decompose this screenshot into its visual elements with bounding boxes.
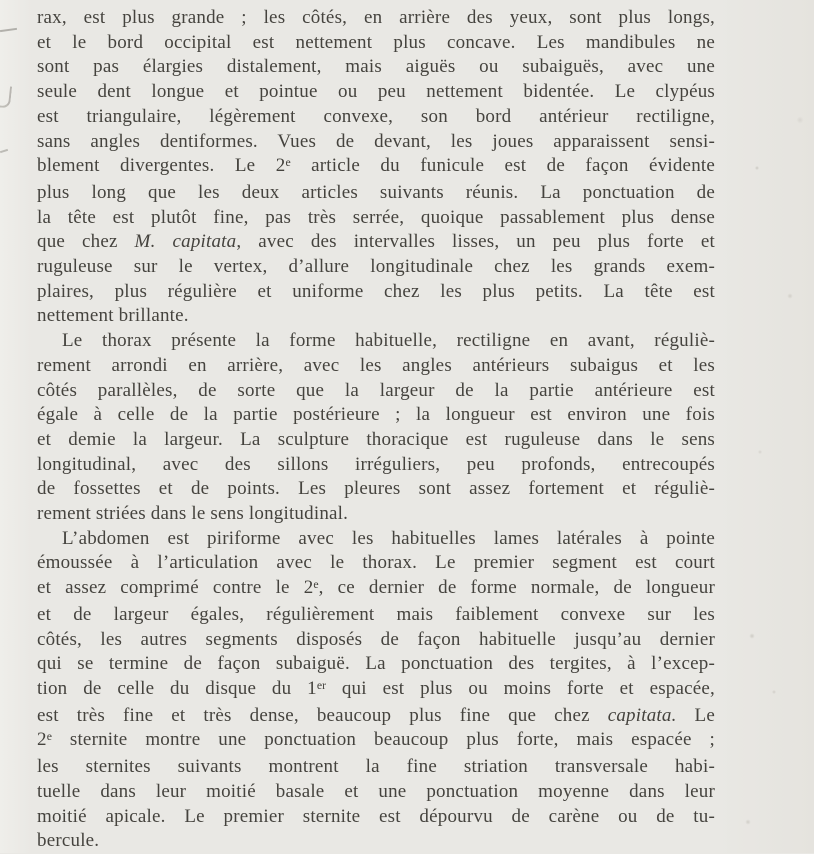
text-run: qui se termine de façon subaiguë. La ponctuation des tergites, à l’excep- xyxy=(37,653,715,675)
text-run: sans angles dentiformes. Vues de devant, les joues apparaissent sensi- xyxy=(37,130,715,152)
text-line xyxy=(37,329,715,354)
paragraph xyxy=(37,527,715,854)
text-line xyxy=(37,181,715,206)
text-run: tion de celle du disque du 1 xyxy=(37,677,317,699)
scan-artifact-dash xyxy=(0,28,17,32)
text-line xyxy=(37,255,715,280)
text-line xyxy=(37,551,715,576)
text-line xyxy=(37,31,715,56)
text-line xyxy=(37,403,715,428)
text-line xyxy=(37,780,715,805)
text-line xyxy=(37,829,715,854)
text-line xyxy=(37,502,715,527)
text-line xyxy=(37,304,715,329)
text-line xyxy=(37,428,715,453)
text-line xyxy=(37,755,715,780)
text-run: de fossettes et de points. Les pleures sont assez fortement et réguliè- xyxy=(37,478,715,500)
text-run: la tête est plutôt fine, pas très serrée, quoique passablement plus dense xyxy=(37,206,715,228)
text-block xyxy=(37,6,715,854)
ordinal-superscript: e xyxy=(285,155,291,169)
text-line xyxy=(37,280,715,305)
text-line xyxy=(37,130,715,155)
text-run: rement arrondi en arrière, avec les angles antérieurs subaigus et les xyxy=(37,354,715,376)
text-run: blement divergentes. Le 2 xyxy=(37,155,286,177)
text-run: égale à celle de la partie postérieure ; la longueur est environ une fois xyxy=(37,404,715,426)
text-run: Le xyxy=(676,704,715,726)
text-line xyxy=(37,6,715,31)
text-run: , avec des intervalles lisses, un peu plus forte et xyxy=(236,231,715,253)
ordinal-superscript: e xyxy=(46,730,52,744)
text-line xyxy=(37,379,715,404)
text-run: qui est plus ou moins forte et espacée, xyxy=(326,677,715,699)
text-run: et de largeur égales, régulièrement mais faiblement convexe sur les xyxy=(37,603,715,625)
paragraph xyxy=(37,329,715,527)
text-run: est triangulaire, légèrement convexe, son bord antérieur rectiligne, xyxy=(37,105,715,127)
text-run: côtés, les autres segments disposés de façon habituelle jusqu’au dernier xyxy=(37,628,715,650)
text-run: plus long que les deux articles suivants réunis. La ponctuation de xyxy=(37,181,715,203)
scan-artifact-pencil-mark xyxy=(0,85,12,108)
text-run: longitudinal, avec des sillons irréguliers, peu profonds, entrecoupés xyxy=(37,453,715,475)
text-run: seule dent longue et pointue ou peu nettement bidentée. Le clypéus xyxy=(37,81,715,103)
text-run: et assez comprimé contre le 2 xyxy=(37,577,314,599)
text-line xyxy=(37,354,715,379)
text-run: rax, est plus grande ; les côtés, en arrière des yeux, sont plus longs, xyxy=(37,7,715,28)
text-run: rement striées dans le sens longitudinal. xyxy=(37,503,349,525)
text-line xyxy=(37,453,715,478)
ordinal-superscript: er xyxy=(316,678,327,692)
text-line xyxy=(37,105,715,130)
text-run: les sternites suivants montrent la fine striation transversale habi- xyxy=(37,756,715,778)
text-line xyxy=(37,206,715,231)
text-run: que chez xyxy=(37,231,135,253)
text-run: ruguleuse sur le vertex, d’allure longitudinale chez les grands exem- xyxy=(37,256,715,278)
text-run: article du funicule est de façon évidente xyxy=(290,155,716,177)
species-name-italic: capitata. xyxy=(607,704,677,726)
text-line xyxy=(37,603,715,628)
text-line xyxy=(37,652,715,677)
text-run: et le bord occipital est nettement plus concave. Les mandibules ne xyxy=(37,31,715,53)
text-line xyxy=(37,55,715,80)
text-run: tuelle dans leur moitié basale et une ponctuation moyenne dans leur xyxy=(37,780,715,802)
species-name-italic: M. capitata xyxy=(134,231,237,253)
text-run: moitié apicale. Le premier sternite est dépourvu de carène ou de tu- xyxy=(37,805,715,827)
text-run: plaires, plus régulière et uniforme chez les plus petits. La tête est xyxy=(37,280,715,302)
text-run: nettement brillante. xyxy=(37,305,189,327)
text-run: , ce dernier de forme normale, de longueur xyxy=(318,577,715,599)
text-line xyxy=(37,677,715,704)
text-line xyxy=(37,628,715,653)
text-run: est très fine et très dense, beaucoup plus fine que chez xyxy=(37,704,608,726)
text-line xyxy=(37,704,715,729)
text-line xyxy=(37,230,715,255)
text-run: côtés parallèles, de sorte que la largeur de la partie antérieure est xyxy=(37,379,715,401)
text-line xyxy=(37,728,715,755)
text-run: sont pas élargies distalement, mais aiguës ou subaiguës, avec une xyxy=(37,56,715,78)
text-run: émoussée à l’articulation avec le thorax. Le premier segment est court xyxy=(37,552,715,574)
text-line xyxy=(37,805,715,830)
text-line xyxy=(37,477,715,502)
text-line xyxy=(37,80,715,105)
text-line xyxy=(37,576,715,603)
text-run: 2 xyxy=(37,729,47,751)
text-run: Le thorax présente la forme habituelle, rectiligne en avant, réguliè- xyxy=(62,330,715,352)
text-line xyxy=(37,527,715,552)
text-run: sternite montre une ponctuation beaucoup plus forte, mais espacée ; xyxy=(51,729,715,751)
text-line xyxy=(37,154,715,181)
ordinal-superscript: e xyxy=(313,577,319,591)
paragraph xyxy=(37,6,715,329)
scan-artifact-dash xyxy=(0,149,8,153)
text-run: L’abdomen est piriforme avec les habituelles lames latérales à pointe xyxy=(62,527,715,549)
text-run: et demie la largeur. La sculpture thoracique est ruguleuse dans le sens xyxy=(37,428,715,450)
text-run: bercule. xyxy=(37,830,100,852)
